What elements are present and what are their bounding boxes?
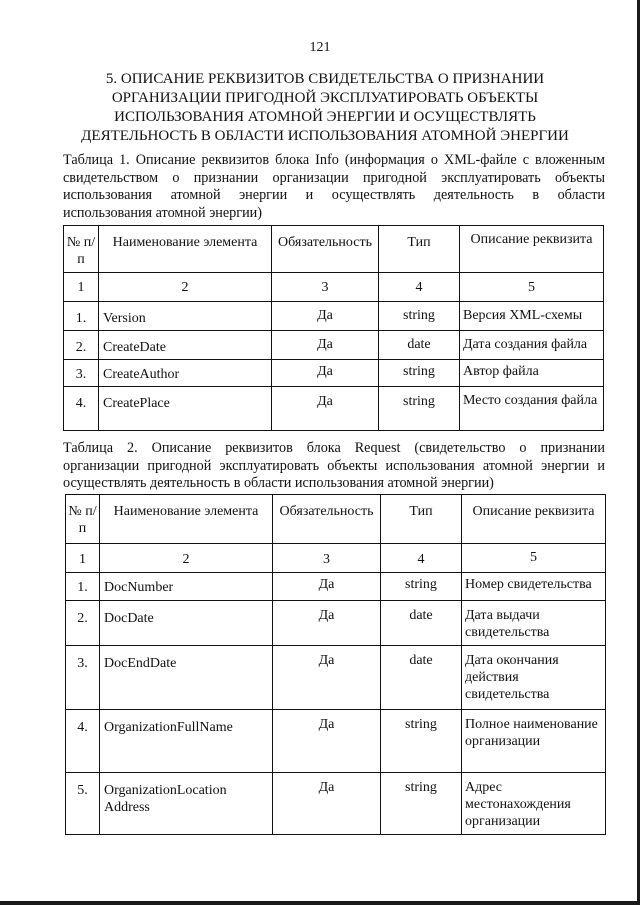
type-value: string	[381, 710, 462, 773]
description-value: Номер свидетельства	[462, 573, 606, 601]
required-value: Да	[273, 710, 381, 773]
required-value: Да	[272, 331, 379, 360]
description-value: Полное наименование организации	[462, 710, 606, 773]
caption-line: Таблица 2. Описание реквизитов блока Request (свидетельство о признании	[63, 440, 605, 456]
caption-line: организации пригодной эксплуатировать объекты использования атомной энергии и	[63, 457, 605, 474]
required-value: Да	[273, 573, 381, 601]
element-name: CreateDate	[99, 331, 272, 360]
header-cell: № п/п	[66, 495, 100, 544]
row-number: 1.	[66, 573, 100, 601]
caption-line: Таблица 1. Описание реквизитов блока Info (информация о XML-файле с вложенным	[63, 152, 605, 168]
caption-line: использования атомной энергии и осуществлять деятельность в области	[63, 187, 605, 203]
table-row	[64, 302, 604, 331]
header-cell: Обязательность	[272, 226, 379, 273]
index-cell: 5	[462, 544, 606, 573]
table1	[63, 225, 604, 431]
index-cell: 3	[273, 544, 381, 573]
header-cell: Наименование элемента	[99, 226, 272, 273]
required-value: Да	[272, 387, 379, 431]
element-name: DocDate	[100, 601, 273, 646]
type-value: date	[381, 646, 462, 710]
row-number: 4.	[64, 387, 99, 431]
table-row	[66, 773, 606, 835]
type-value: string	[379, 387, 460, 431]
required-value: Да	[273, 601, 381, 646]
table-header-row	[64, 226, 604, 273]
row-number: 3.	[66, 646, 100, 710]
section-title	[70, 70, 580, 146]
section-title-line: ИСПОЛЬЗОВАНИЯ АТОМНОЙ ЭНЕРГИИ И ОСУЩЕСТВЛЯТЬ	[114, 109, 536, 125]
row-number: 5.	[66, 773, 100, 835]
table2-caption	[63, 440, 605, 493]
required-value: Да	[273, 773, 381, 835]
table-row	[66, 601, 606, 646]
section-title-line: ДЕЯТЕЛЬНОСТЬ В ОБЛАСТИ ИСПОЛЬЗОВАНИЯ АТОМНОЙ ЭНЕРГИИ	[81, 128, 569, 144]
description-value: Дата выдачи свидетельства	[462, 601, 606, 646]
table2	[65, 494, 606, 835]
table-row	[66, 573, 606, 601]
row-number: 4.	[66, 710, 100, 773]
page-number: 121	[309, 40, 331, 55]
type-value: date	[381, 601, 462, 646]
caption-line: использования атомной энергии)	[63, 204, 262, 221]
required-value: Да	[272, 360, 379, 387]
element-name: OrganizationFullName	[100, 710, 273, 773]
table-index-row	[66, 544, 606, 573]
table-row	[64, 331, 604, 360]
section-title-line: 5. ОПИСАНИЕ РЕКВИЗИТОВ СВИДЕТЕЛЬСТВА О ПРИЗНАНИИ	[105, 71, 545, 87]
row-number: 1.	[64, 302, 99, 331]
element-name: CreatePlace	[99, 387, 272, 431]
type-value: string	[381, 773, 462, 835]
header-cell: № п/п	[64, 226, 99, 273]
table-index-row	[64, 273, 604, 302]
type-value: date	[379, 331, 460, 360]
index-cell: 1	[66, 544, 100, 573]
index-cell: 5	[460, 273, 604, 302]
index-cell: 2	[100, 544, 273, 573]
row-number: 2.	[64, 331, 99, 360]
index-cell: 4	[381, 544, 462, 573]
element-name: OrganizationLocation Address	[100, 773, 273, 835]
index-cell: 2	[99, 273, 272, 302]
caption-line: осуществлять деятельность в области использования атомной энергии)	[63, 475, 494, 491]
type-value: string	[381, 573, 462, 601]
description-value: Адрес местонахождения организации	[462, 773, 606, 835]
index-cell: 3	[272, 273, 379, 302]
scan-edge-bottom	[0, 901, 640, 905]
header-cell: Тип	[381, 495, 462, 544]
table-row	[66, 710, 606, 773]
header-cell: Описание реквизита	[460, 226, 604, 273]
description-value: Версия XML-схемы	[460, 302, 604, 331]
index-cell: 4	[379, 273, 460, 302]
table-header-row	[66, 495, 606, 544]
element-name: Version	[99, 302, 272, 331]
header-cell: Наименование элемента	[100, 495, 273, 544]
row-number: 2.	[66, 601, 100, 646]
table-row	[64, 360, 604, 387]
row-number: 3.	[64, 360, 99, 387]
element-name: CreateAuthor	[99, 360, 272, 387]
table-row	[66, 646, 606, 710]
description-value: Автор файла	[460, 360, 604, 387]
description-value: Дата окончания действия свидетельства	[462, 646, 606, 710]
element-name: DocNumber	[100, 573, 273, 601]
caption-line: свидетельством о признании организации пригодной эксплуатировать объекты	[63, 169, 605, 186]
required-value: Да	[273, 646, 381, 710]
header-cell: Обязательность	[273, 495, 381, 544]
section-title-line: ОРГАНИЗАЦИИ ПРИГОДНОЙ ЭКСПЛУАТИРОВАТЬ ОБЪЕКТЫ	[111, 90, 539, 106]
header-cell: Описание реквизита	[462, 495, 606, 544]
description-value: Дата создания файла	[460, 331, 604, 360]
type-value: string	[379, 360, 460, 387]
required-value: Да	[272, 302, 379, 331]
header-cell: Тип	[379, 226, 460, 273]
table1-caption	[63, 152, 605, 222]
table-row	[64, 387, 604, 431]
description-value: Место создания файла	[460, 387, 604, 431]
element-name: DocEndDate	[100, 646, 273, 710]
type-value: string	[379, 302, 460, 331]
index-cell: 1	[64, 273, 99, 302]
